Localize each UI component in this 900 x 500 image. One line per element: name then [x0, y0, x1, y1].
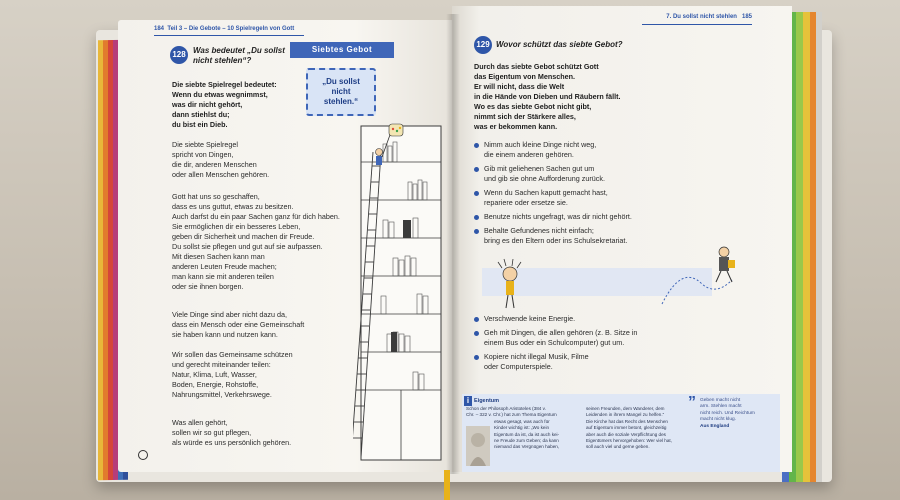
- left-page: [118, 20, 456, 472]
- info-line: Schon der Philosoph Aristoteles (384 v.: [466, 406, 546, 411]
- answer-line: dann stiehlst du;: [172, 110, 230, 119]
- question-128-line: nicht stehlen“?: [193, 56, 252, 65]
- text-line: sie haben kann und nutzen kann.: [172, 330, 278, 339]
- list-item-line: und gib sie ohne Aufforderung zurück.: [484, 174, 605, 183]
- answer-line: Wo es das siebte Gebot nicht gibt,: [474, 102, 592, 111]
- right-header-text: 7. Du sollst nicht stehlen: [666, 14, 737, 20]
- info-title: Eigentum: [474, 398, 500, 404]
- children-illustration: [462, 238, 782, 316]
- paragraph-3: [172, 310, 304, 340]
- info-line: etwas gesagt, was auch für: [494, 418, 550, 424]
- answer-line: das Eigentum von Menschen.: [474, 72, 576, 81]
- rules-list-top: [474, 140, 632, 250]
- text-line: die dir, anderen Menschen: [172, 160, 257, 169]
- quote-line: nicht: [331, 87, 351, 96]
- text-line: als würde es uns persönlich gehören.: [172, 438, 292, 447]
- list-item-line: Kopiere nicht illegal Musik, Filme: [484, 352, 589, 361]
- aristoteles-portrait: [466, 426, 490, 466]
- list-item-line: Verschwende keine Energie.: [484, 314, 576, 323]
- right-page-number: 185: [741, 14, 752, 20]
- answer-line: nimmt sich der Stärkere alles,: [474, 112, 576, 121]
- info-quote-source: Aus England: [700, 423, 730, 429]
- answer-line: du bist ein Dieb.: [172, 120, 228, 129]
- info-box-eigentum: [462, 394, 780, 472]
- info-line: ne Freude zum Geben; da kann: [494, 438, 559, 444]
- bookmark-ribbon: [444, 470, 450, 500]
- text-line: Viele Dinge sind aber nicht dazu da,: [172, 310, 287, 319]
- book-gutter: [446, 14, 460, 474]
- text-line: anderen Leuten Freude machen;: [172, 262, 277, 271]
- info-line: soll auch viel und gerne geben.: [586, 444, 650, 450]
- question-128: [193, 46, 285, 66]
- question-129: Wovor schützt das siebte Gebot?: [496, 40, 623, 49]
- list-item: [474, 188, 632, 208]
- text-line: sollen wir so gut pflegen,: [172, 428, 252, 437]
- list-item-line: einem Bus oder ein Schulcomputer) gut um.: [484, 338, 625, 347]
- text-line: Mit diesen Sachen kann man: [172, 252, 265, 261]
- text-line: spricht von Dingen,: [172, 150, 234, 159]
- paragraph-4: [172, 350, 293, 400]
- answer-line: Die siebte Spielregel bedeutet:: [172, 80, 277, 89]
- left-header-rule: [154, 35, 304, 36]
- text-line: Auch darfst du ein paar Sachen ganz für dich haben.: [172, 212, 340, 221]
- answer-line: in die Hände von Dieben und Räubern fällt.: [474, 92, 621, 101]
- info-line: seinen Freunden, dem Wanderer, dem: [586, 406, 665, 411]
- list-item-line: Nimm auch kleine Dinge nicht weg,: [484, 140, 597, 149]
- list-item-line: Benutze nichts ungefragt, was dir nicht gehört.: [484, 212, 632, 221]
- info-quote-line: nicht reich. Und Reichtum: [700, 410, 755, 416]
- list-item-line: Geh mit Dingen, die allen gehören (z. B. Sitze in: [484, 328, 638, 337]
- info-line: Kinder wichtig ist: „Wo kein: [494, 425, 550, 431]
- info-icon: i: [464, 396, 472, 406]
- list-item: [474, 352, 637, 372]
- text-line: man kann sie mit anderen teilen: [172, 272, 274, 281]
- right-page-header: [666, 14, 752, 20]
- text-line: oder allen Menschen gehören.: [172, 170, 270, 179]
- paragraph-5: [172, 418, 291, 448]
- info-column-2: [586, 406, 672, 451]
- left-page-number: 184: [154, 26, 165, 32]
- text-line: Du sollst sie pflegen und gut auf sie aufpassen.: [172, 242, 323, 251]
- list-item-line: Gib mit geliehenen Sachen gut um: [484, 164, 595, 173]
- page-ornament-icon: [138, 450, 148, 460]
- info-line: Eigentum da ist, da ist auch kei-: [494, 431, 560, 437]
- text-line: Wir sollen das Gemeinsame schützen: [172, 350, 293, 359]
- paragraph-2: [172, 192, 340, 292]
- text-line: dass es uns guttut, etwas zu besitzen.: [172, 202, 294, 211]
- info-line: Eigentümers hervorgehoben: Wer viel hat,: [586, 438, 672, 444]
- paragraph-1: [172, 140, 269, 180]
- list-item-line: die einem anderen gehören.: [484, 150, 574, 159]
- list-item-line: oder Computerspiele.: [484, 362, 553, 371]
- text-line: Boden, Energie, Rohstoffe,: [172, 380, 259, 389]
- answer-129: [474, 62, 621, 132]
- question-badge-129: 129: [474, 36, 492, 54]
- bookshelf-ladder-illustration: [353, 122, 443, 462]
- answer-line: Er will nicht, dass die Welt: [474, 82, 565, 91]
- info-line: Leidenden in ihrem Mangel zu helfen.“: [586, 412, 665, 418]
- rules-list-bottom: [474, 314, 637, 376]
- list-item-line: Wenn du Sachen kaputt gemacht hast,: [484, 188, 608, 197]
- text-line: oder sie ihnen borgen.: [172, 282, 244, 291]
- list-item: [474, 314, 637, 324]
- text-line: und gerecht miteinander teilen:: [172, 360, 271, 369]
- info-line: Chr. – 322 v. Chr.) hat zum Thema Eigentum: [466, 412, 557, 418]
- answer-line: was er bekommen kann.: [474, 122, 558, 131]
- info-line: auf Eigentum immer betont, gleichzeitig: [586, 425, 667, 431]
- quote-line: stehlen.“: [323, 97, 359, 106]
- info-line: aber auch die soziale Verpflichtung des: [586, 431, 666, 437]
- info-line: niemand das Vergnügen haben,: [494, 444, 560, 450]
- quote-line: „Du sollst: [322, 77, 360, 86]
- commandment-quote-box: [306, 68, 376, 116]
- info-quote-line: Geben macht nicht: [700, 398, 741, 403]
- list-item: [474, 328, 637, 348]
- question-128-line: Was bedeutet „Du sollst: [193, 46, 285, 55]
- text-line: Sie ermöglichen dir ein besseres Leben,: [172, 222, 301, 231]
- quote-mark-icon: ”: [688, 394, 696, 411]
- list-item-line: bring es den Eltern oder ins Schulsekretariat.: [484, 236, 628, 245]
- list-item-line: repariere oder ersetze sie.: [484, 198, 568, 207]
- answer-line: Durch das siebte Gebot schützt Gott: [474, 62, 599, 71]
- info-quote: [700, 398, 755, 430]
- info-quote-line: macht nicht klug.: [700, 417, 736, 423]
- text-line: Die siebte Spielregel: [172, 140, 238, 149]
- right-header-rule: [642, 24, 752, 25]
- text-line: geben dir Sicherheit und machen dir Freude.: [172, 232, 315, 241]
- info-quote-line: arm. Stehlen macht: [700, 404, 742, 410]
- text-line: dass ein Mensch oder eine Gemeinschaft: [172, 320, 305, 329]
- text-line: Gott hat uns so geschaffen,: [172, 192, 260, 201]
- right-page: [452, 6, 792, 472]
- list-item: [474, 140, 632, 160]
- answer-128: [172, 80, 277, 130]
- answer-line: was dir nicht gehört,: [172, 100, 243, 109]
- commandment-banner: Siebtes Gebot: [290, 42, 394, 58]
- text-line: Nahrungsmittel, Verkehrswege.: [172, 390, 272, 399]
- text-line: Natur, Klima, Luft, Wasser,: [172, 370, 257, 379]
- list-item: [474, 212, 632, 222]
- left-page-header: [154, 26, 294, 32]
- list-item: [474, 164, 632, 184]
- answer-line: Wenn du etwas wegnimmst,: [172, 90, 268, 99]
- question-badge-128: 128: [170, 46, 188, 64]
- text-line: Was allen gehört,: [172, 418, 228, 427]
- left-header-text: Teil 3 – Die Gebote – 10 Spielregeln von Gott: [167, 26, 295, 32]
- info-line: Die Kirche hat das Recht des Menschen: [586, 418, 668, 424]
- list-item-line: Behalte Gefundenes nicht einfach;: [484, 226, 594, 235]
